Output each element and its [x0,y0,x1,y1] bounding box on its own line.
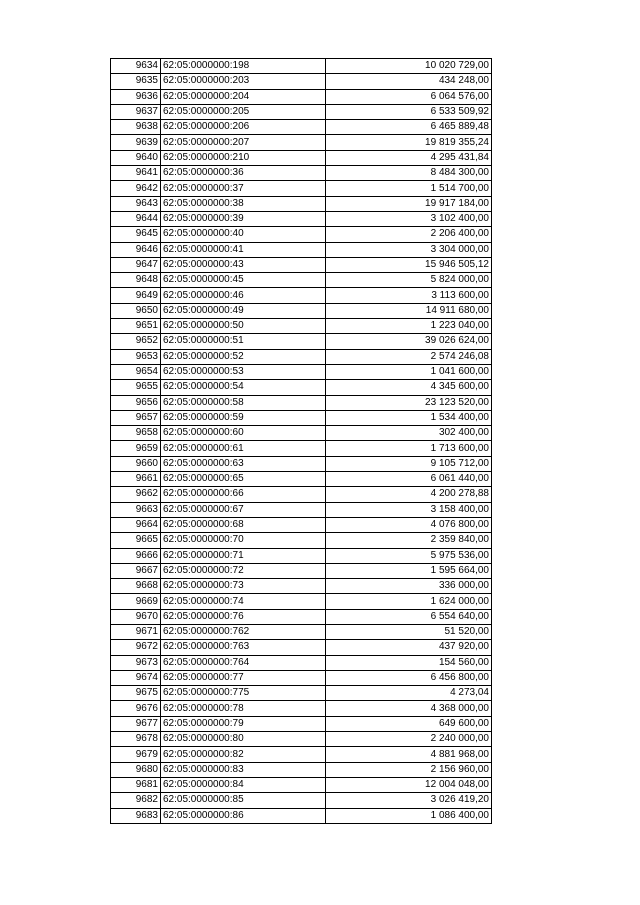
cadastral-value-cell: 15 946 505,12 [326,257,492,272]
cadastral-value-cell: 3 113 600,00 [326,288,492,303]
row-number-cell: 9651 [111,319,161,334]
table-row [111,334,492,349]
cadastral-value-cell: 1 713 600,00 [326,441,492,456]
cadastral-number-cell: 62:05:0000000:206 [161,120,326,135]
cadastral-number-cell: 62:05:0000000:58 [161,395,326,410]
row-number-cell: 9675 [111,686,161,701]
row-number-cell: 9669 [111,594,161,609]
row-number-cell: 9679 [111,747,161,762]
table-row [111,456,492,471]
cadastral-value-cell: 336 000,00 [326,579,492,594]
cadastral-number-cell: 62:05:0000000:63 [161,456,326,471]
cadastral-number-cell: 62:05:0000000:205 [161,104,326,119]
cadastral-number-cell: 62:05:0000000:72 [161,563,326,578]
table-row [111,181,492,196]
table-row [111,563,492,578]
table-row [111,319,492,334]
cadastral-value-cell: 14 911 680,00 [326,303,492,318]
cadastral-value-cell: 23 123 520,00 [326,395,492,410]
table-row [111,579,492,594]
table-row [111,135,492,150]
row-number-cell: 9638 [111,120,161,135]
table-row [111,410,492,425]
cadastral-value-cell: 2 359 840,00 [326,533,492,548]
row-number-cell: 9642 [111,181,161,196]
table-row [111,242,492,257]
table-row [111,502,492,517]
row-number-cell: 9670 [111,609,161,624]
table-row [111,732,492,747]
table-row [111,364,492,379]
cadastral-value-cell: 19 819 355,24 [326,135,492,150]
cadastral-number-cell: 62:05:0000000:54 [161,380,326,395]
row-number-cell: 9658 [111,426,161,441]
row-number-cell: 9636 [111,89,161,104]
cadastral-number-cell: 62:05:0000000:85 [161,793,326,808]
table-row [111,624,492,639]
row-number-cell: 9662 [111,487,161,502]
cadastral-value-cell: 4 368 000,00 [326,701,492,716]
row-number-cell: 9678 [111,732,161,747]
cadastral-value-cell: 2 206 400,00 [326,227,492,242]
row-number-cell: 9665 [111,533,161,548]
cadastral-number-cell: 62:05:0000000:76 [161,609,326,624]
cadastral-number-cell: 62:05:0000000:70 [161,533,326,548]
cadastral-value-cell: 434 248,00 [326,74,492,89]
row-number-cell: 9646 [111,242,161,257]
cadastral-value-cell: 437 920,00 [326,640,492,655]
table-row [111,89,492,104]
table-row [111,150,492,165]
cadastral-value-cell: 6 061 440,00 [326,472,492,487]
row-number-cell: 9654 [111,364,161,379]
row-number-cell: 9644 [111,211,161,226]
cadastral-number-cell: 62:05:0000000:71 [161,548,326,563]
cadastral-value-cell: 12 004 048,00 [326,777,492,792]
row-number-cell: 9660 [111,456,161,471]
cadastral-value-cell: 1 595 664,00 [326,563,492,578]
cadastral-value-cell: 4 200 278,88 [326,487,492,502]
row-number-cell: 9650 [111,303,161,318]
row-number-cell: 9676 [111,701,161,716]
table-row [111,273,492,288]
row-number-cell: 9673 [111,655,161,670]
cadastral-value-cell: 9 105 712,00 [326,456,492,471]
table-row [111,196,492,211]
cadastral-value-cell: 4 273,04 [326,686,492,701]
row-number-cell: 9635 [111,74,161,89]
cadastral-number-cell: 62:05:0000000:39 [161,211,326,226]
row-number-cell: 9680 [111,762,161,777]
table-row [111,594,492,609]
table-row [111,257,492,272]
row-number-cell: 9643 [111,196,161,211]
cadastral-value-cell: 5 975 536,00 [326,548,492,563]
table-body [111,59,492,824]
cadastral-value-cell: 4 881 968,00 [326,747,492,762]
table-row [111,716,492,731]
cadastral-value-cell: 51 520,00 [326,624,492,639]
row-number-cell: 9652 [111,334,161,349]
table-row [111,166,492,181]
row-number-cell: 9667 [111,563,161,578]
row-number-cell: 9668 [111,579,161,594]
table-row [111,288,492,303]
row-number-cell: 9637 [111,104,161,119]
cadastral-value-cell: 4 076 800,00 [326,517,492,532]
cadastral-number-cell: 62:05:0000000:40 [161,227,326,242]
table-row [111,655,492,670]
cadastral-value-cell: 6 465 889,48 [326,120,492,135]
cadastral-number-cell: 62:05:0000000:51 [161,334,326,349]
cadastral-value-cell: 3 158 400,00 [326,502,492,517]
row-number-cell: 9663 [111,502,161,517]
cadastral-number-cell: 62:05:0000000:66 [161,487,326,502]
cadastral-value-cell: 302 400,00 [326,426,492,441]
table-row [111,533,492,548]
table-row [111,793,492,808]
cadastral-number-cell: 62:05:0000000:78 [161,701,326,716]
cadastral-number-cell: 62:05:0000000:37 [161,181,326,196]
row-number-cell: 9656 [111,395,161,410]
cadastral-number-cell: 62:05:0000000:198 [161,59,326,74]
table-row [111,227,492,242]
cadastral-value-cell: 1 534 400,00 [326,410,492,425]
table-row [111,487,492,502]
cadastral-number-cell: 62:05:0000000:74 [161,594,326,609]
cadastral-number-cell: 62:05:0000000:43 [161,257,326,272]
table-row [111,609,492,624]
cadastral-number-cell: 62:05:0000000:45 [161,273,326,288]
cadastral-value-cell: 4 295 431,84 [326,150,492,165]
row-number-cell: 9649 [111,288,161,303]
cadastral-number-cell: 62:05:0000000:77 [161,670,326,685]
cadastral-number-cell: 62:05:0000000:50 [161,319,326,334]
cadastral-value-cell: 39 026 624,00 [326,334,492,349]
cadastral-number-cell: 62:05:0000000:46 [161,288,326,303]
cadastral-value-cell: 1 624 000,00 [326,594,492,609]
row-number-cell: 9672 [111,640,161,655]
table-row [111,686,492,701]
cadastral-number-cell: 62:05:0000000:83 [161,762,326,777]
cadastral-value-cell: 8 484 300,00 [326,166,492,181]
cadastral-number-cell: 62:05:0000000:79 [161,716,326,731]
row-number-cell: 9661 [111,472,161,487]
cadastral-number-cell: 62:05:0000000:53 [161,364,326,379]
cadastral-value-cell: 1 514 700,00 [326,181,492,196]
cadastral-value-cell: 1 223 040,00 [326,319,492,334]
table-row [111,303,492,318]
cadastral-number-cell: 62:05:0000000:86 [161,808,326,823]
row-number-cell: 9677 [111,716,161,731]
row-number-cell: 9683 [111,808,161,823]
cadastral-value-cell: 10 020 729,00 [326,59,492,74]
cadastral-number-cell: 62:05:0000000:49 [161,303,326,318]
cadastral-value-cell: 2 240 000,00 [326,732,492,747]
table-row [111,104,492,119]
cadastral-number-cell: 62:05:0000000:82 [161,747,326,762]
row-number-cell: 9659 [111,441,161,456]
cadastral-number-cell: 62:05:0000000:762 [161,624,326,639]
row-number-cell: 9681 [111,777,161,792]
cadastral-number-cell: 62:05:0000000:68 [161,517,326,532]
cadastral-value-cell: 3 102 400,00 [326,211,492,226]
table-row [111,808,492,823]
table-row [111,426,492,441]
table-row [111,441,492,456]
table-row [111,74,492,89]
cadastral-number-cell: 62:05:0000000:36 [161,166,326,181]
row-number-cell: 9647 [111,257,161,272]
table-row [111,701,492,716]
cadastral-value-cell: 6 533 509,92 [326,104,492,119]
table-row [111,670,492,685]
cadastral-number-cell: 62:05:0000000:60 [161,426,326,441]
table-row [111,120,492,135]
cadastral-number-cell: 62:05:0000000:763 [161,640,326,655]
table-row [111,380,492,395]
cadastral-number-cell: 62:05:0000000:204 [161,89,326,104]
cadastral-value-cell: 3 304 000,00 [326,242,492,257]
table-row [111,747,492,762]
cadastral-number-cell: 62:05:0000000:210 [161,150,326,165]
row-number-cell: 9655 [111,380,161,395]
cadastral-value-cell: 2 156 960,00 [326,762,492,777]
table-row [111,59,492,74]
cadastral-number-cell: 62:05:0000000:775 [161,686,326,701]
row-number-cell: 9682 [111,793,161,808]
cadastral-number-cell: 62:05:0000000:52 [161,349,326,364]
table-row [111,395,492,410]
table-row [111,777,492,792]
cadastral-number-cell: 62:05:0000000:73 [161,579,326,594]
row-number-cell: 9648 [111,273,161,288]
row-number-cell: 9653 [111,349,161,364]
row-number-cell: 9666 [111,548,161,563]
cadastral-number-cell: 62:05:0000000:41 [161,242,326,257]
row-number-cell: 9645 [111,227,161,242]
table-row [111,517,492,532]
row-number-cell: 9639 [111,135,161,150]
table-row [111,640,492,655]
cadastral-value-cell: 4 345 600,00 [326,380,492,395]
cadastral-number-cell: 62:05:0000000:61 [161,441,326,456]
cadastral-value-cell: 3 026 419,20 [326,793,492,808]
row-number-cell: 9674 [111,670,161,685]
row-number-cell: 9640 [111,150,161,165]
cadastral-number-cell: 62:05:0000000:59 [161,410,326,425]
cadastral-value-cell: 1 086 400,00 [326,808,492,823]
cadastral-value-cell: 2 574 246,08 [326,349,492,364]
row-number-cell: 9641 [111,166,161,181]
table-row [111,762,492,777]
cadastral-value-cell: 1 041 600,00 [326,364,492,379]
cadastral-number-cell: 62:05:0000000:203 [161,74,326,89]
cadastral-value-cell: 154 560,00 [326,655,492,670]
table-row [111,211,492,226]
cadastral-number-cell: 62:05:0000000:38 [161,196,326,211]
cadastral-number-cell: 62:05:0000000:84 [161,777,326,792]
cadastral-value-table [110,58,492,824]
row-number-cell: 9657 [111,410,161,425]
row-number-cell: 9664 [111,517,161,532]
cadastral-number-cell: 62:05:0000000:65 [161,472,326,487]
cadastral-value-cell: 649 600,00 [326,716,492,731]
cadastral-value-cell: 19 917 184,00 [326,196,492,211]
cadastral-number-cell: 62:05:0000000:67 [161,502,326,517]
row-number-cell: 9671 [111,624,161,639]
cadastral-value-cell: 6 554 640,00 [326,609,492,624]
cadastral-number-cell: 62:05:0000000:764 [161,655,326,670]
cadastral-value-cell: 6 064 576,00 [326,89,492,104]
cadastral-value-cell: 5 824 000,00 [326,273,492,288]
cadastral-value-cell: 6 456 800,00 [326,670,492,685]
cadastral-number-cell: 62:05:0000000:80 [161,732,326,747]
table-row [111,472,492,487]
table-row [111,349,492,364]
cadastral-number-cell: 62:05:0000000:207 [161,135,326,150]
table-row [111,548,492,563]
row-number-cell: 9634 [111,59,161,74]
